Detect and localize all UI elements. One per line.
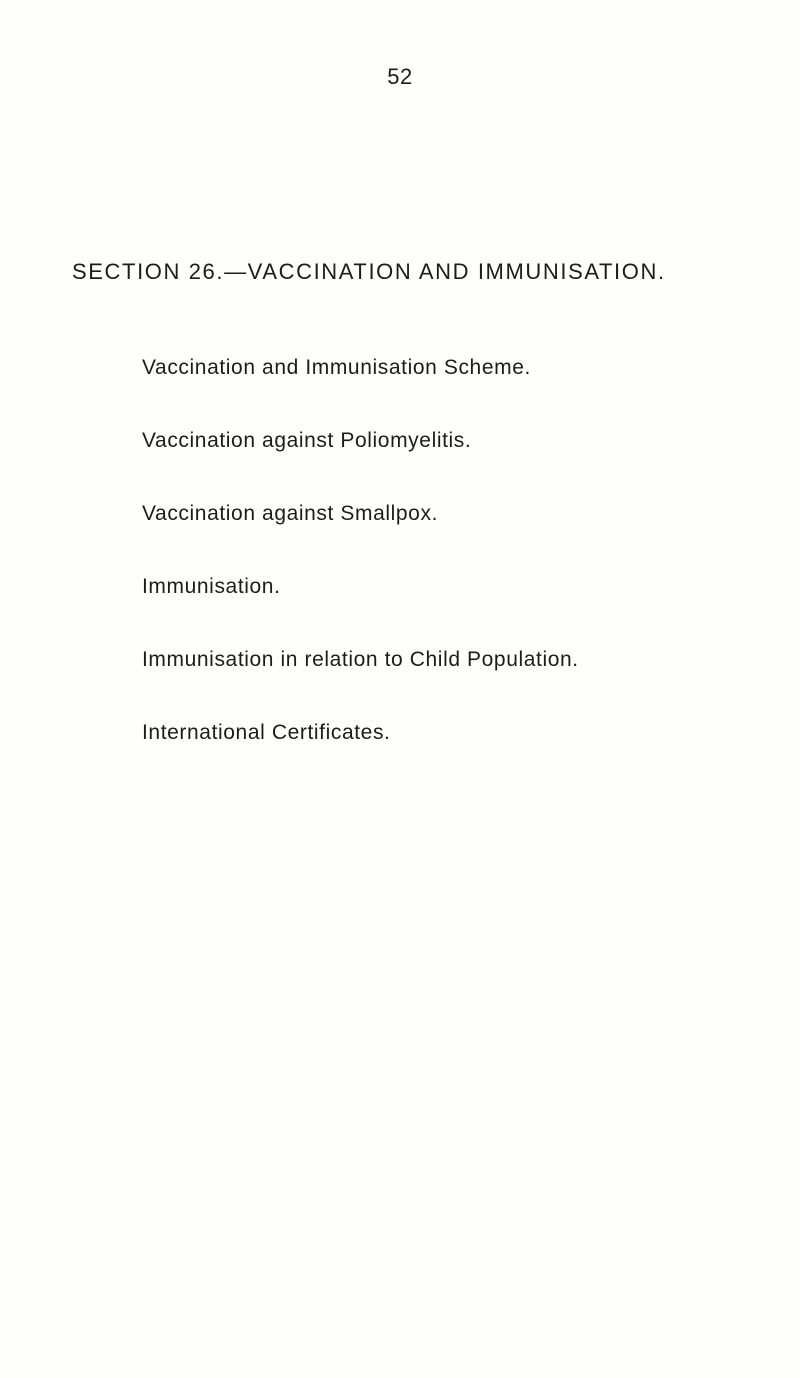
contents-item-vaccination-scheme: Vaccination and Immunisation Scheme. (142, 356, 531, 379)
page-number: 52 (387, 64, 413, 89)
section-heading: SECTION 26.—VACCINATION AND IMMUNISATION. (72, 259, 666, 284)
contents-item-international-certificates: International Certificates. (142, 721, 391, 744)
contents-item-poliomyelitis: Vaccination against Poliomyelitis. (142, 429, 472, 452)
contents-list (142, 354, 579, 792)
contents-item-child-population: Immunisation in relation to Child Population. (142, 648, 579, 671)
contents-item-immunisation: Immunisation. (142, 575, 281, 598)
contents-item-smallpox: Vaccination against Smallpox. (142, 502, 438, 525)
